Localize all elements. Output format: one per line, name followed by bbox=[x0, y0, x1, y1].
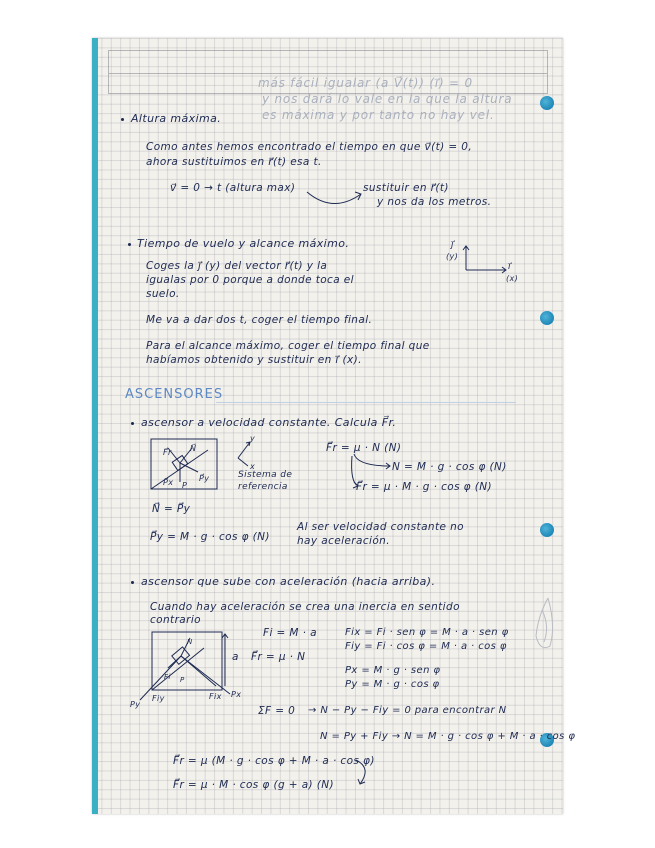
axis-x-label: (x) bbox=[506, 274, 519, 283]
diagram1-n-label: N⃗ bbox=[190, 444, 197, 453]
diagram1-p-label: P bbox=[182, 481, 188, 490]
diagram1-py-label: P⃗y bbox=[199, 474, 210, 483]
case2-eq-final2: F⃗r = μ · M · cos φ (g + a) (N) bbox=[173, 779, 335, 791]
ref-x-label: x bbox=[250, 462, 256, 471]
faint-note-line2: y nos dará lo vale en la que la altura bbox=[262, 92, 513, 106]
section-rule bbox=[216, 402, 516, 403]
binder-hole-icon bbox=[540, 311, 554, 325]
diagram2-fiy-label: Fiy bbox=[152, 694, 165, 703]
binder-hole-icon bbox=[540, 523, 554, 537]
case2-text-line2: contrario bbox=[150, 614, 201, 626]
header-divider bbox=[109, 73, 547, 74]
case1-eq1: F⃗r = μ · N (N) bbox=[326, 442, 402, 454]
acceleration-arrow-icon bbox=[220, 632, 230, 688]
ref-label-line2: referencia bbox=[238, 482, 288, 492]
vuelo-text-p3-line2: habíamos obtenido y sustituir en i⃗ (x). bbox=[146, 354, 362, 366]
page-edge-stripe bbox=[92, 38, 98, 814]
case2-eq-final1: F⃗r = μ (M · g · cos φ + M · a · cos φ) bbox=[173, 755, 375, 767]
case2-heading: ascensor que sube con aceleración (hacia arriba). bbox=[141, 575, 436, 588]
faint-note-line3: es máxima y por tanto no hay vel. bbox=[262, 108, 495, 122]
faint-note-line1: más fácil igualar (a V⃗(t)) (i⃗) = 0 bbox=[258, 76, 473, 90]
case1-eq3: F⃗r = μ · M · g · cos φ (N) bbox=[356, 481, 492, 493]
bullet-icon bbox=[121, 118, 124, 121]
diagram2-accel-label: a bbox=[232, 651, 239, 663]
curved-arrow-icon bbox=[305, 188, 365, 212]
diagram1-px-label: P⃗x bbox=[163, 478, 174, 487]
case2-eq-px: Px = M · g · sen φ bbox=[345, 665, 441, 676]
bullet-icon bbox=[131, 581, 134, 584]
vuelo-text-p3-line1: Para el alcance máximo, coger el tiempo final que bbox=[146, 340, 430, 352]
vuelo-text-p2: Me va a dar dos t, coger el tiempo final. bbox=[146, 314, 373, 326]
altura-formula-left: v⃗ = 0 → t (altura max) bbox=[170, 182, 296, 194]
diagram2-py-label: Py bbox=[130, 700, 141, 709]
case2-eq-fiy: Fiy = Fi · cos φ = M · a · cos φ bbox=[345, 641, 507, 652]
altura-formula-right2: y nos da los metros. bbox=[377, 196, 492, 208]
vuelo-text-line1: Coges la j⃗ (y) del vector r⃗(t) y la bbox=[146, 260, 328, 272]
case2-eq-fix: Fix = Fi · sen φ = M · a · sen φ bbox=[345, 627, 509, 638]
case2-eq-sum2: → N − Py − Fiy = 0 para encontrar N bbox=[308, 705, 507, 716]
vuelo-text-line3: suelo. bbox=[146, 288, 180, 300]
case2-eq-fi: Fi = M · a bbox=[263, 627, 317, 639]
case1-note-line2: hay aceleración. bbox=[297, 535, 390, 547]
case2-text-line1: Cuando hay aceleración se crea una inercia en sentido bbox=[150, 601, 460, 613]
heading-tiempo-vuelo: Tiempo de vuelo y alcance máximo. bbox=[137, 237, 350, 250]
altura-text-line2: ahora sustituimos en r⃗(t) esa t. bbox=[146, 156, 322, 168]
diagram2-fix-label: Fix bbox=[209, 692, 222, 701]
case1-eq2: N = M · g · cos φ (N) bbox=[392, 461, 507, 473]
diagram2-n-label: N bbox=[187, 638, 193, 646]
diagram2-p-label: P bbox=[180, 676, 185, 684]
diagram2-px-label: Px bbox=[231, 690, 242, 699]
bullet-icon bbox=[131, 422, 134, 425]
axis-j-label: j⃗ bbox=[451, 240, 454, 250]
diagram1-fr-label: F⃗r bbox=[163, 448, 172, 457]
binder-hole-icon bbox=[540, 96, 554, 110]
axis-y-label: (y) bbox=[446, 252, 459, 261]
case2-eq-py: Py = M · g · cos φ bbox=[345, 679, 440, 690]
bullet-icon bbox=[128, 243, 131, 246]
section-title-ascensores: ASCENSORES bbox=[125, 387, 224, 402]
case1-note-line1: Al ser velocidad constante no bbox=[297, 521, 464, 533]
vuelo-text-line2: igualas por 0 porque a donde toca el bbox=[146, 274, 354, 286]
case1-eq5: P⃗y = M · g · cos φ (N) bbox=[150, 531, 270, 543]
case2-eq-sum: ΣF = 0 bbox=[258, 705, 296, 717]
doodle-drawing bbox=[528, 596, 558, 656]
case2-eq-fr: F⃗r = μ · N bbox=[251, 651, 306, 663]
case1-heading: ascensor a velocidad constante. Calcula F⃗r. bbox=[141, 416, 397, 429]
ref-y-label: y bbox=[250, 434, 256, 443]
curved-arrow-icon bbox=[354, 758, 374, 788]
case2-eq-n: N = Py + Fiy → N = M · g · cos φ + M · a · cos φ bbox=[320, 731, 576, 742]
diagram2-fi-label: Fi bbox=[164, 673, 171, 681]
altura-text-line1: Como antes hemos encontrado el tiempo en que v⃗(t) = 0, bbox=[146, 141, 473, 153]
case1-eq4: N⃗ = P⃗y bbox=[152, 503, 191, 515]
altura-formula-right1: sustituir en r⃗(t) bbox=[363, 182, 449, 194]
axis-i-label: i⃗ bbox=[508, 262, 511, 272]
heading-altura-maxima: Altura máxima. bbox=[131, 112, 222, 125]
arrow-icon bbox=[350, 452, 394, 492]
ref-label-line1: Sistema de bbox=[238, 470, 293, 480]
axes-diagram bbox=[462, 244, 512, 274]
